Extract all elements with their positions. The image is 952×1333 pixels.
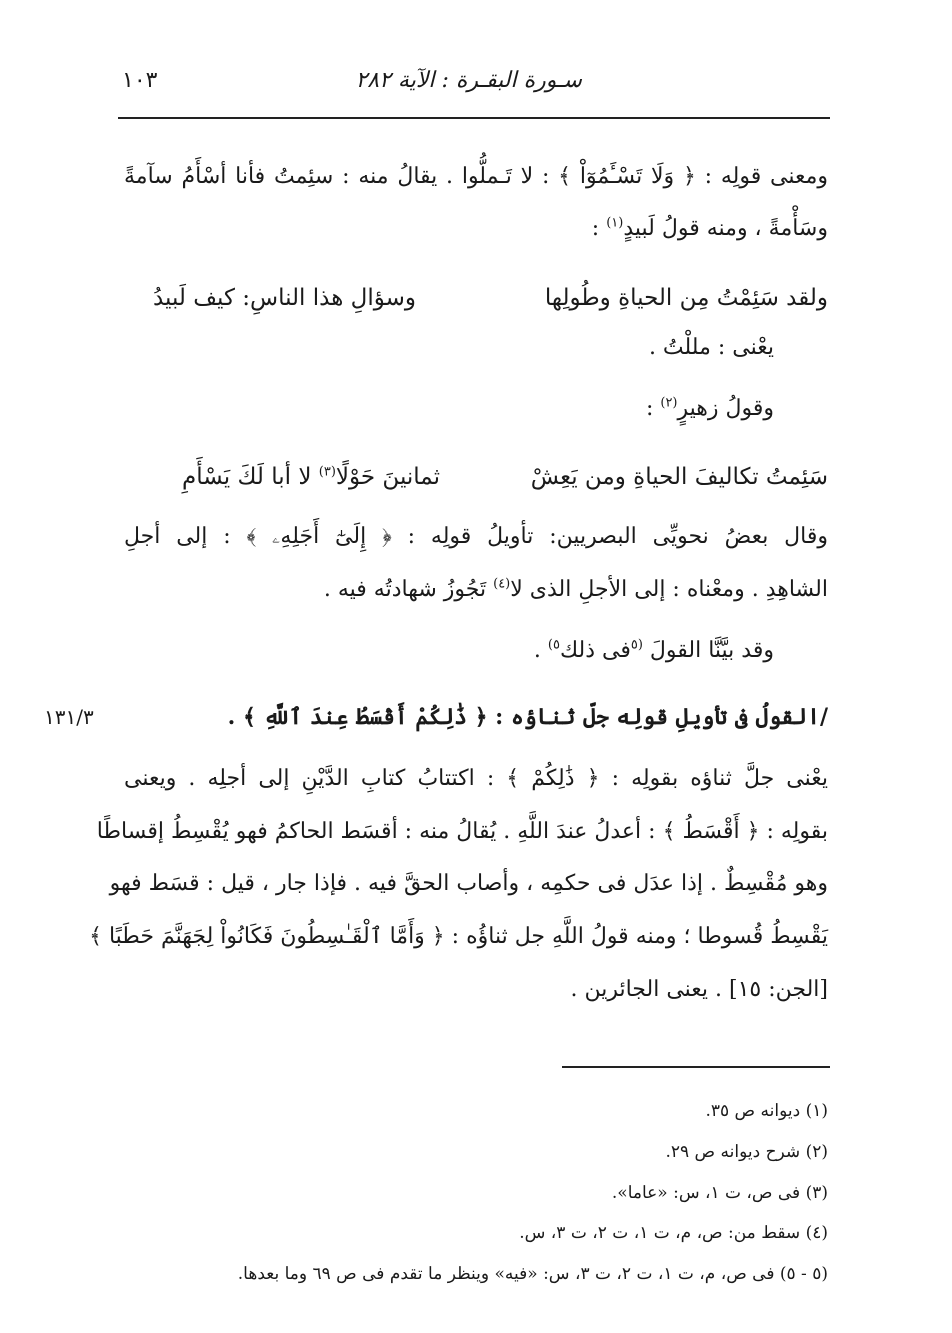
poem-2-second-end: لا أبا لَكَ يَسْأَمِ [182,464,319,490]
footnote-ref-5-open: (٥ [630,637,643,653]
footnote-5: (٥ - ٥) فى ص، م، ت ١، ت ٢، ت ٣، س: «فيه» وينظر ما تقدم فى ص ٦٩ وما بعدها. [237,1264,828,1284]
header-rule [118,117,830,119]
body-line-1: ومعنى قولِه : ﴿ وَلَا تَسْـَٔمُوٓاْ ﴾ : لا تَـملُّوا . يقالُ منه : سئِمتُ فأنا أسْأَمُ سآمةً [124,164,828,189]
footnote-4: (٤) سقط من: ص، م، ت ١، ت ٢، ت ٣، س. [519,1223,828,1243]
body-line-9-text: وقد بيَّنَّا القولَ [642,638,774,663]
body-line-15: [الجن: ١٥] . يعنى الجائرين . [570,977,828,1002]
poem-1-second-hemistich: وسؤالِ هذا الناسِ: كيف لَبيدُ [152,285,416,311]
body-line-8-end: تَجُوزُ شهادتُه فيه . [323,577,494,602]
page-number: ١٠٣ [122,68,158,93]
footnote-2: (٢) شرح ديوانه ص ٢٩. [665,1142,828,1162]
poem-1-first-hemistich: ولقد سَئِمْتُ مِن الحياةِ وطُولِها [544,285,828,311]
running-header [118,62,830,106]
body-line-8-text: الشاهِدِ . ومعْناه : إلى الأجلِ الذى لا [510,577,828,602]
body-line-11: يعْنى جلَّ ثناؤه بقولِه : ﴿ ذَٰلِكُمْ ﴾ : اكتتابُ كتابِ الدَّيْنِ إلى أجلِه . ويعنى [124,766,828,791]
body-line-5-end: : [645,396,661,421]
body-line-7: وقال بعضُ نحويِّى البصريين: تأويلُ قولِه : ﴿ إِلَىٰٓ أَجَلِهِۦ ﴾ : إلى أجلِ [124,524,828,549]
poem-2-second-hemistich [182,460,440,494]
footnote-ref-3: (٣) [318,464,336,480]
body-line-13: وهو مُقْسِطٌ . إذا عدَل فى حكمِه ، وأصاب الحقَّ فيه . فإذا جار ، قيل : قسَط فهو [109,871,828,896]
body-line-9 [534,634,774,668]
footnote-ref-1: (١) [606,215,624,231]
section-heading: /القولُ فى تأويلِ قولِه جلّ ثناؤه : ﴿ ذَٰلِكُمْ أَقْسَطُ عِندَ ٱللَّهِ ﴾ . [227,704,828,730]
poem-2-first-hemistich: سَئِمتُ تكاليفَ الحياةِ ومن يَعِشْ [530,464,828,490]
header-title: سـورة البقـرة : الآية ٢٨٢ [355,68,582,93]
body-line-2-end: : [591,216,607,241]
footnote-ref-4: (٤) [493,576,511,592]
footnote-rule [562,1066,830,1068]
body-line-4: يعْنى : مللْتُ . [648,335,774,360]
footnote-1: (١) ديوانه ص ٣٥. [705,1101,828,1121]
body-line-14: يَقْسِطُ قُسوطا ؛ ومنه قولُ اللَّهِ جل ثناؤُه : ﴿ وَأَمَّا ٱلْقَـٰسِطُونَ فَكَانُواْ لِجَهَنَّمَ حَطَبًا ﴾ [89,924,828,949]
body-line-8 [324,573,828,607]
footnote-ref-2: (٢) [660,395,678,411]
body-line-9-end: . [533,638,548,663]
margin-reference: ١٣١/٣ [44,705,94,729]
body-line-5 [646,392,774,426]
body-line-2 [592,212,828,246]
body-line-9-mid: فى ذلك [559,638,631,663]
body-line-5-text: وقولُ زهيرٍ [677,396,774,421]
footnote-3: (٣) فى ص، ت ١، س: «عاما». [611,1183,828,1203]
footnote-ref-5-close: ٥) [547,637,560,653]
body-line-12: بقولِه : ﴿ أَقْسَطُ ﴾ : أعدلُ عندَ اللَّهِ . يُقالُ منه : أقسَط الحاكمُ فهو يُقْسِطُ إقساطًا [96,819,828,844]
poem-2-second-text: ثمانينَ حَوْلًا [335,464,440,490]
body-line-2-text: وسَأْمةً ، ومنه قولُ لَبيدٍ [623,216,828,241]
